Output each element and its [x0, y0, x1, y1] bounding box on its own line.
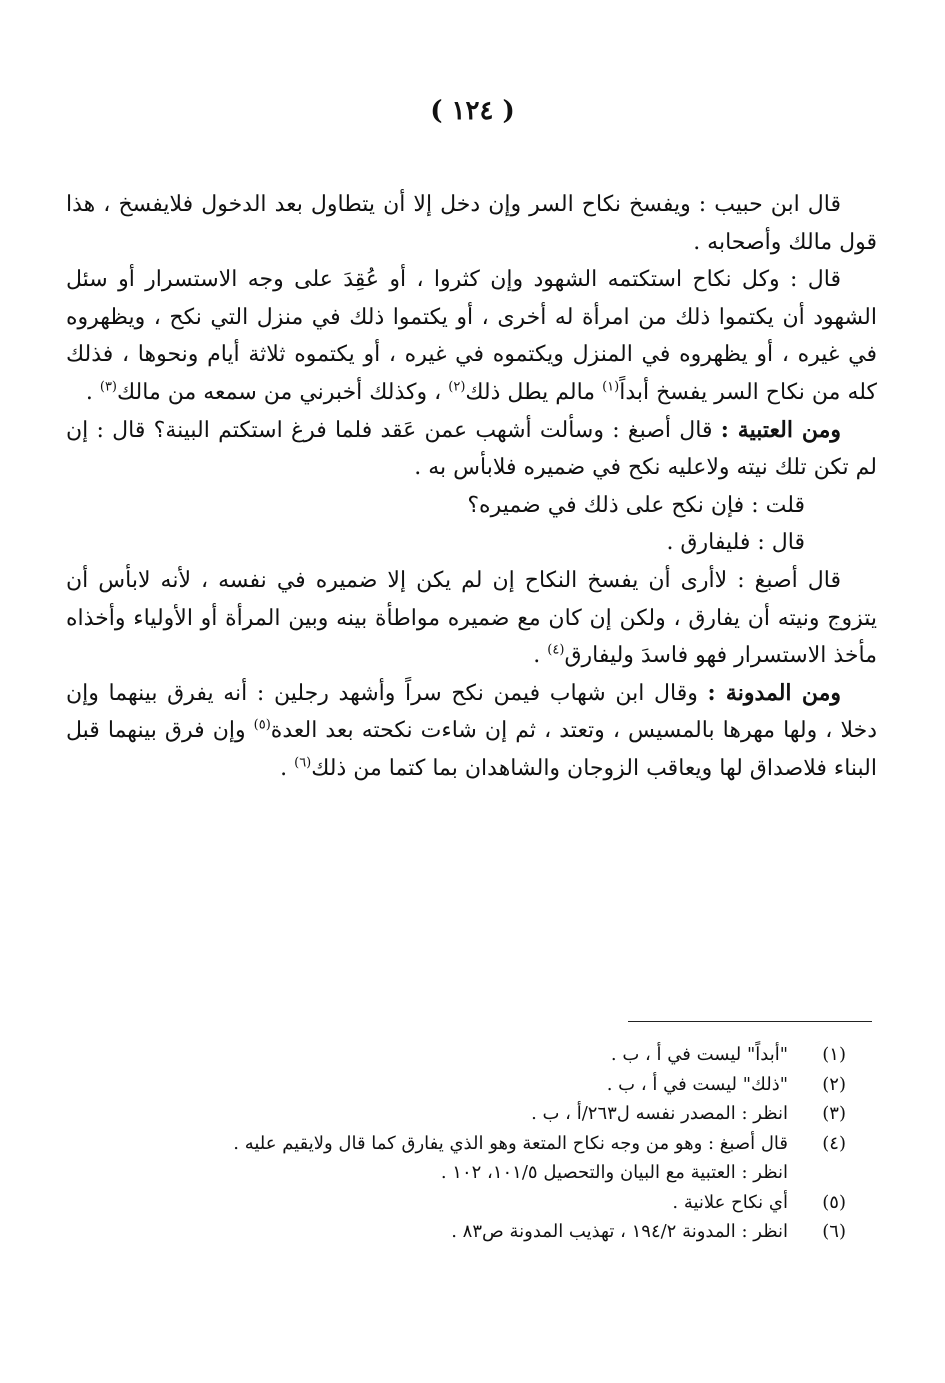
paragraph-text: وقال ابن شهاب فيمن نكح سراً وأشهد رجلين : أنه يفرق بينهما وإن دخلا ، ولها مهرها بالمسيس ، وتعتد ، ثم إن شاءت نكحته بعد العدة [66, 680, 877, 744]
footnote-ref: (٥) [253, 717, 271, 733]
paragraph-4 [66, 487, 877, 525]
paragraph-text: ، وكذلك أخبرني من سمعه من مالك [117, 379, 449, 405]
footnote-item [100, 1070, 846, 1100]
footnote-item [100, 1129, 846, 1159]
footnote-number: (٥) [822, 1191, 846, 1213]
paragraph-5 [66, 524, 877, 562]
footnote-ref: (٦) [294, 755, 312, 771]
section-lead: ومن العتبية : [720, 416, 842, 443]
section-lead: ومن المدونة : [707, 679, 842, 706]
paragraph-text: قال : فليفارق . [666, 530, 805, 556]
footnote-ref: (٤) [547, 642, 565, 658]
footnote-number: (٤) [822, 1132, 846, 1154]
footnote-ref: (٢) [448, 379, 466, 395]
footnote-ref: (٣) [99, 379, 117, 395]
footnote-text: "أبداً" ليست في أ ، ب . [610, 1044, 788, 1065]
footnote-ref: (١) [602, 379, 620, 395]
footnote-item [100, 1188, 846, 1218]
footnote-text: انظر : المدونة ١٩٤/٢ ، تهذيب المدونة ص٨٣ . [451, 1221, 788, 1242]
footnote-number: (١) [822, 1044, 846, 1065]
paragraph-1 [66, 186, 877, 261]
paragraph-text: . [85, 379, 100, 405]
footnote-number: (٣) [822, 1103, 846, 1124]
paragraph-text: قال : وكل نكاح استكتمه الشهود وإن كثروا ، أو عُقِدَ على وجه الاستسرار أو سئل الشهود أن يكتموا ذلك من امرأة له أخرى ، أو يكتموا ذلك في منزل التي نكح ، ويظهروه في غيره ، أو يظهروه في المنزل ويكتموه في غيره ، أو يكتموه ثلاثة أيام ونحوها ، فذلك كله من نكاح السر يفسخ أبداً [66, 267, 877, 405]
footnote-item [100, 1158, 846, 1188]
footnote-item [100, 1040, 846, 1070]
paragraph-text: وإن فرق بينهما قبل البناء فلاصداق لها ويعاقب الزوجان والشاهدان بما كتما من ذلك [66, 718, 877, 781]
paragraph-6 [66, 562, 877, 675]
main-text [66, 186, 877, 788]
footnotes [100, 1040, 846, 1247]
footnote-number: (٢) [822, 1073, 846, 1095]
footnote-number: (٦) [822, 1221, 846, 1242]
paragraph-7 [66, 675, 877, 788]
footnote-text: انظر : المصدر نفسه ل٢٦٣/أ ، ب . [531, 1103, 788, 1124]
paragraph-text: قال أصبغ : لاأرى أن يفسخ النكاح إن لم يكن إلا ضميره في نفسه ، لأنه لابأس أن يتزوج ونيته أن يفارق ، ولكن إن كان مع ضميره مواطأة بينه وبين المرأة أو الأولياء وأخذاه مأخذ الاستسرار فهو فاسدَ وليفارق [66, 567, 877, 669]
footnote-text: أي نكاح علانية . [672, 1191, 788, 1213]
footnote-text: قال أصبغ : وهو من وجه نكاح المتعة وهو الذي يفارق كما قال ولايقيم عليه . [233, 1132, 788, 1154]
footnote-text: "ذلك" ليست في أ ، ب . [606, 1073, 788, 1095]
paragraph-text: مالم يطل ذلك [465, 379, 603, 405]
footnote-text: انظر : العتبية مع البيان والتحصيل ١٠١/٥، ١٠٢ . [440, 1162, 788, 1183]
paragraph-text: . [533, 643, 548, 669]
paragraph-3 [66, 412, 877, 487]
paragraph-2 [66, 261, 877, 411]
page-number: ( ١٢٤ ) [430, 96, 515, 126]
footnote-item [100, 1217, 846, 1247]
footnote-divider [628, 1021, 872, 1022]
footnote-item [100, 1099, 846, 1129]
paragraph-text: قال ابن حبيب : ويفسخ نكاح السر وإن دخل إلا أن يتطاول بعد الدخول فلايفسخ ، هذا قول مالك وأصحابه . [66, 192, 877, 255]
paragraph-text: قال أصبغ : وسألت أشهب عمن عَقد فلما فرغ استكتم البينة؟ قال : إن لم تكن تلك نيته ولاعليه نكح في ضميره فلابأس به . [66, 417, 877, 481]
paragraph-text: قلت : فإن نكح على ذلك في ضميره؟ [467, 492, 805, 518]
paragraph-text: . [280, 755, 295, 781]
